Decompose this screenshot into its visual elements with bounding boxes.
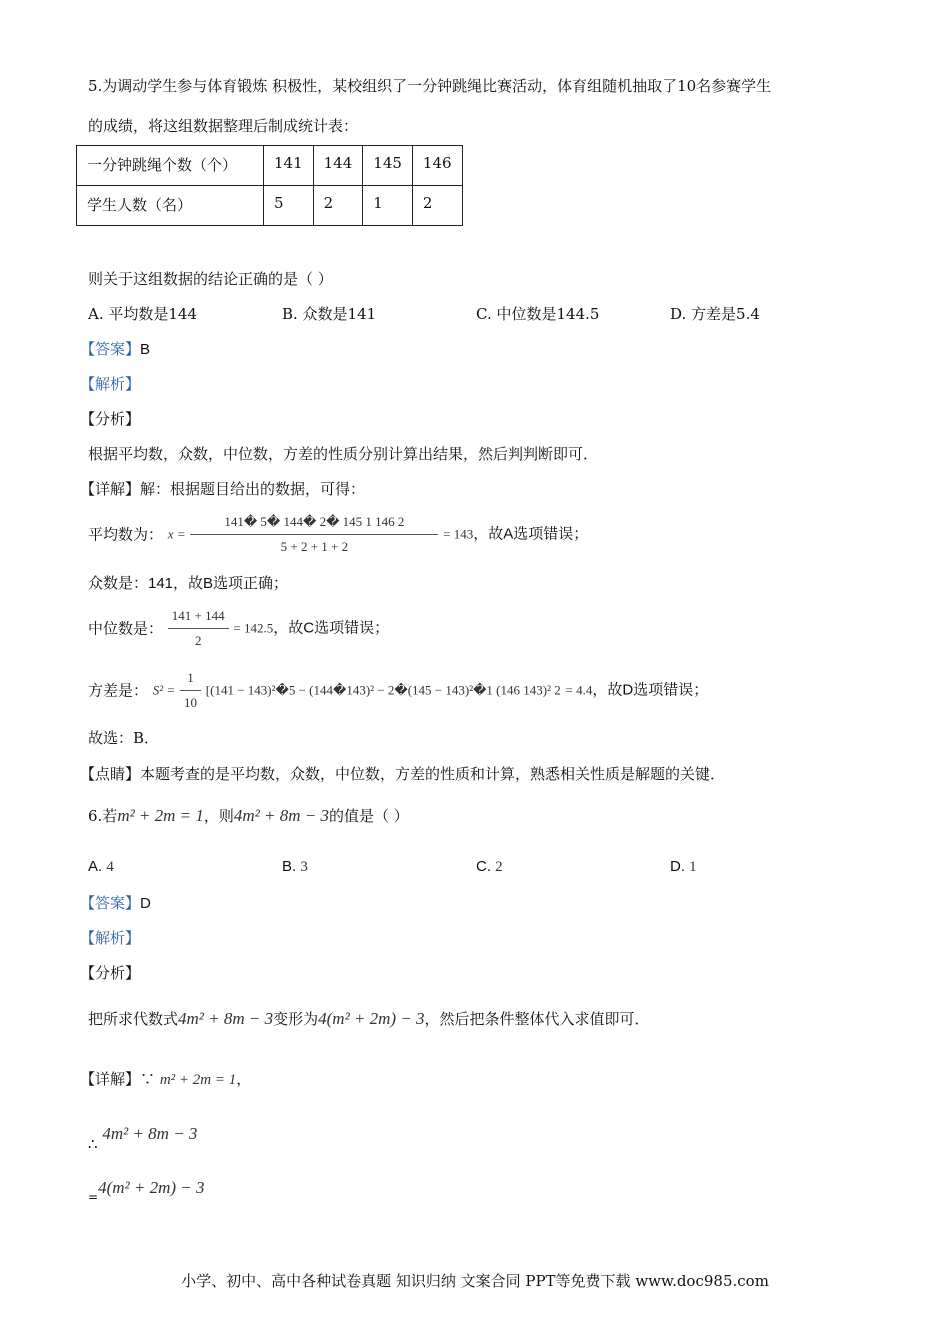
- option-label: D.: [670, 858, 685, 875]
- median-denominator: 2: [168, 628, 229, 651]
- dianjing-tag: 【点睛】: [80, 765, 141, 783]
- because-symbol: ∵: [140, 1070, 156, 1088]
- q5-option-c: C. 中位数是144.5: [476, 305, 600, 323]
- q5-option-a: A. 平均数是144: [88, 305, 197, 323]
- median-label: 中位数是：: [88, 619, 164, 638]
- q6-stem-mid: ，则: [203, 807, 234, 825]
- q6-option-d: [670, 857, 697, 877]
- answer-value: B: [140, 341, 151, 358]
- stats-table: [76, 145, 463, 226]
- analysis-mid: 变形为: [273, 1010, 319, 1028]
- step1-expr: 4m² + 8m − 3: [102, 1124, 198, 1143]
- q5-choose: 故选：B．: [88, 729, 160, 747]
- q6-stem-cond: m² + 2m = 1: [117, 806, 204, 825]
- table-cell: 1: [363, 186, 413, 226]
- q5-dianjing: [80, 764, 725, 784]
- q6-fenxi: 【分析】: [80, 964, 141, 982]
- variance-fraction: [180, 668, 201, 713]
- variance-lhs: S² =: [152, 682, 176, 698]
- q6-analysis: [88, 1009, 650, 1029]
- option-value: 2: [495, 859, 503, 875]
- table-row: [77, 186, 463, 226]
- mean-result: = 143: [443, 526, 474, 542]
- option-value: 1: [689, 859, 697, 875]
- q6-answer: [80, 893, 151, 914]
- table-row: [77, 146, 463, 186]
- q5-option-d: D. 方差是5.4: [670, 305, 760, 323]
- q5-analysis-text: 根据平均数，众数，中位数，方差的性质分别计算出结果，然后判判断即可．: [88, 445, 599, 463]
- detail-intro: 解：根据题目给出的数据，可得：: [140, 480, 366, 498]
- table-cell: 141: [264, 146, 314, 186]
- detail-cond: m² + 2m = 1: [159, 1072, 237, 1088]
- q6-option-c: [476, 857, 503, 877]
- analysis-suffix: ，然后把条件整体代入求值即可．: [424, 1010, 650, 1028]
- detail-comma: ，: [236, 1070, 252, 1088]
- equals-symbol: =: [88, 1190, 99, 1204]
- option-value: 4: [106, 859, 114, 875]
- step2-expr: 4(m² + 2m) − 3: [98, 1178, 205, 1197]
- analysis-expr1: 4m² + 8m − 3: [178, 1009, 274, 1028]
- q5-stem-line1: 5.为调动学生参与体育锻炼 积极性，某校组织了一分钟跳绳比赛活动，体育组随机抽取了10名参赛学生: [88, 77, 772, 95]
- variance-conclusion: ，故D选项错误；: [592, 681, 709, 699]
- median-conclusion: ，故C选项错误；: [273, 619, 390, 637]
- variance-frac-den: 10: [180, 690, 201, 713]
- mean-conclusion: ，故A选项错误；: [473, 525, 589, 543]
- q6-detail: [80, 1069, 251, 1090]
- option-label: A.: [88, 858, 103, 875]
- q5-detail: [80, 479, 365, 499]
- mean-denominator: 5 + 2 + 1 + 2: [190, 534, 438, 557]
- therefore-symbol: ∴: [88, 1135, 98, 1153]
- variance-frac-num: 1: [187, 670, 194, 685]
- option-label: B.: [282, 858, 297, 875]
- detail-tag: 【详解】: [80, 1070, 141, 1088]
- analysis-expr2: 4(m² + 2m) − 3: [318, 1009, 425, 1028]
- variance-body: [(141 − 143)²�5 − (144�143)² − 2�(145 − 143)²�1 (146 143)² 2: [205, 682, 561, 698]
- q6-step2: [88, 1178, 204, 1207]
- q6-option-a: [88, 857, 114, 877]
- table-cell: 2: [313, 186, 363, 226]
- q6-stem: [88, 806, 409, 826]
- option-label: C.: [476, 858, 491, 875]
- median-result: = 142.5: [233, 620, 274, 636]
- q5-median-line: [88, 606, 389, 651]
- table-cell: 146: [412, 146, 462, 186]
- answer-tag: 【答案】: [80, 894, 141, 912]
- median-numerator: 141 + 144: [171, 608, 225, 623]
- dianjing-text: 本题考查的是平均数，众数，中位数，方差的性质和计算，熟悉相关性质是解题的关键．: [140, 765, 726, 783]
- q6-stem-suffix: 的值是（ ）: [329, 807, 409, 825]
- table-cell: 144: [313, 146, 363, 186]
- q5-jiexi: 【解析】: [80, 375, 141, 393]
- option-value: 3: [300, 859, 308, 875]
- mean-label: 平均数为：: [88, 525, 164, 544]
- q5-question: 则关于这组数据的结论正确的是（ ）: [88, 270, 333, 288]
- table-cell: 5: [264, 186, 314, 226]
- q6-jiexi: 【解析】: [80, 929, 141, 947]
- mean-lhs: x =: [167, 526, 186, 542]
- q5-stem-line2: 的成绩，将这组数据整理后制成统计表：: [88, 117, 359, 135]
- median-fraction: [168, 606, 229, 651]
- page-footer: 小学、初中、高中各种试卷真题 知识归纳 文案合同 PPT等免费下载 www.doc985.com: [181, 1272, 769, 1290]
- answer-tag: 【答案】: [80, 340, 141, 358]
- analysis-prefix: 把所求代数式: [88, 1010, 179, 1028]
- table-header-cell: 一分钟跳绳个数（个）: [77, 146, 264, 186]
- q5-variance-line: [88, 668, 708, 713]
- q6-option-b: [282, 857, 308, 877]
- mean-numerator: 141� 5� 144� 2� 145 1 146 2: [224, 514, 405, 529]
- q6-stem-prefix: 6.若: [88, 807, 118, 825]
- q6-stem-expr: 4m² + 8m − 3: [233, 806, 330, 825]
- table-header-cell: 学生人数（名）: [77, 186, 264, 226]
- q5-option-b: B. 众数是141: [282, 305, 377, 323]
- answer-value: D: [140, 895, 151, 912]
- q6-step1: [88, 1124, 197, 1154]
- q5-fenxi: 【分析】: [80, 410, 141, 428]
- q5-mode-line: 众数是：141，故B选项正确；: [88, 575, 289, 592]
- table-cell: 2: [412, 186, 462, 226]
- q5-answer: [80, 339, 150, 360]
- q5-mean-line: [88, 512, 588, 557]
- variance-label: 方差是：: [88, 681, 149, 700]
- variance-result: = 4.4: [565, 682, 593, 698]
- mean-fraction: [190, 512, 438, 557]
- detail-tag: 【详解】: [80, 480, 141, 498]
- table-cell: 145: [363, 146, 413, 186]
